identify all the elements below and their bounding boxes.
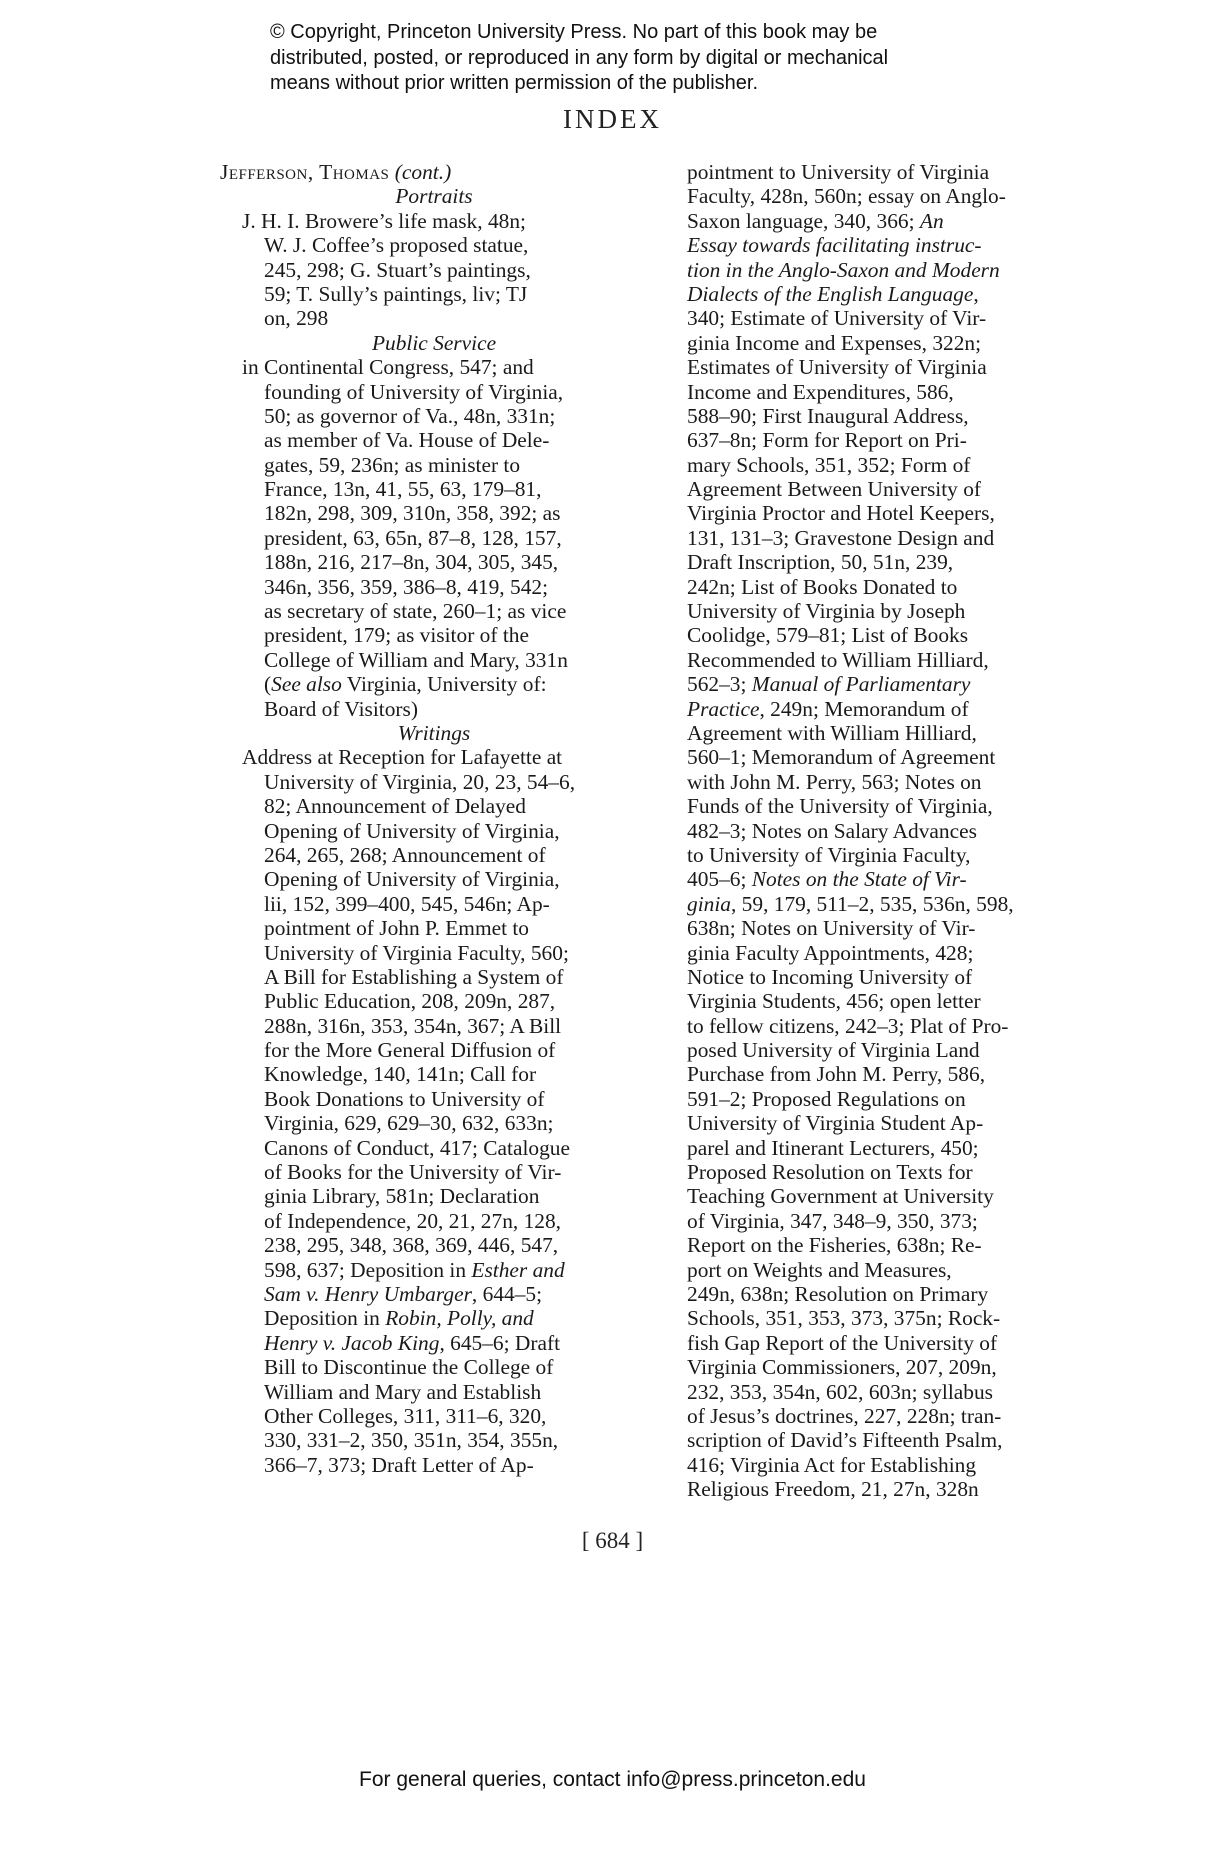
index-line: Estimates of University of Virginia xyxy=(687,355,987,380)
index-line: 637–8n; Form for Report on Pri- xyxy=(687,428,967,453)
index-line: 82; Announcement of Delayed xyxy=(264,794,526,819)
subheading-portraits: Portraits xyxy=(395,184,473,209)
index-line: Canons of Conduct, 417; Catalogue xyxy=(264,1135,570,1160)
index-line: of Independence, 20, 21, 27n, 128, xyxy=(264,1208,562,1233)
index-line: Henry v. Jacob King, 645–6; Draft xyxy=(264,1330,561,1355)
index-line: 366–7, 373; Draft Letter of Ap- xyxy=(264,1452,534,1477)
index-line: president, 63, 65n, 87–8, 128, 157, xyxy=(264,525,562,550)
index-line: 591–2; Proposed Regulations on xyxy=(687,1086,966,1111)
index-line: Virginia Proctor and Hotel Keepers, xyxy=(687,501,995,526)
index-line: Virginia Commissioners, 207, 209n, xyxy=(687,1355,997,1380)
copyright-line: distributed, posted, or reproduced in any form by digital or mechanical xyxy=(270,46,889,69)
index-entry-heading xyxy=(220,160,628,184)
index-line: J. H. I. Browere’s life mask, 48n; xyxy=(242,208,526,233)
index-line: University of Virginia, 20, 23, 54–6, xyxy=(264,769,576,794)
index-line: Saxon language, 340, 366; An xyxy=(687,208,944,233)
index-line: 245, 298; G. Stuart’s paintings, xyxy=(264,257,531,282)
index-line: Bill to Discontinue the College of xyxy=(264,1355,554,1380)
index-line: pointment to University of Virginia xyxy=(687,160,990,184)
public-service-block xyxy=(220,355,628,721)
entry-cont: (cont.) xyxy=(394,160,452,184)
index-line: Purchase from John M. Perry, 586, xyxy=(687,1062,986,1087)
index-line: Book Donations to University of xyxy=(264,1086,545,1111)
index-line: gates, 59, 236n; as minister to xyxy=(264,452,521,477)
index-line: University of Virginia Student Ap- xyxy=(687,1111,984,1136)
footer-contact: For general queries, contact info@press.princeton.edu xyxy=(359,1768,866,1791)
index-line: Teaching Government at University xyxy=(687,1184,994,1209)
index-line: scription of David’s Fifteenth Psalm, xyxy=(687,1428,1003,1453)
index-line: 188n, 216, 217–8n, 304, 305, 345, xyxy=(264,550,559,575)
index-line: Recommended to William Hilliard, xyxy=(687,647,989,672)
index-line: Sam v. Henry Umbarger, 644–5; xyxy=(264,1281,543,1306)
index-line: 50; as governor of Va., 48n, 331n; xyxy=(264,403,556,428)
index-line: Notice to Incoming University of xyxy=(687,964,973,989)
index-line: as member of Va. House of Dele- xyxy=(264,428,550,453)
index-line: Virginia Students, 456; open letter xyxy=(687,989,981,1014)
index-line: 249n, 638n; Resolution on Primary xyxy=(687,1281,989,1306)
index-line: port on Weights and Measures, xyxy=(687,1257,952,1282)
index-line: W. J. Coffee’s proposed statue, xyxy=(264,233,529,258)
index-line: posed University of Virginia Land xyxy=(687,1038,980,1063)
index-line: 242n; List of Books Donated to xyxy=(687,574,958,599)
index-line: William and Mary and Establish xyxy=(264,1379,542,1404)
index-line: ginia Library, 581n; Declaration xyxy=(264,1184,540,1209)
index-line: 588–90; First Inaugural Address, xyxy=(687,403,969,428)
index-line: on, 298 xyxy=(264,306,329,331)
index-line: 638n; Notes on University of Vir- xyxy=(687,916,976,941)
index-line: (See also Virginia, University of: xyxy=(264,672,547,697)
index-line: fish Gap Report of the University of xyxy=(687,1330,998,1355)
index-line: mary Schools, 351, 352; Form of xyxy=(687,452,971,477)
subheading-public-service: Public Service xyxy=(371,330,497,355)
index-line: Dialects of the English Language, xyxy=(687,281,979,306)
index-line: University of Virginia Faculty, 560; xyxy=(264,940,569,965)
index-line: ginia Income and Expenses, 322n; xyxy=(687,330,982,355)
index-line: College of William and Mary, 331n xyxy=(264,647,568,672)
index-line: 232, 353, 354n, 602, 603n; syllabus xyxy=(687,1379,994,1404)
index-line: in Continental Congress, 547; and xyxy=(242,355,534,380)
running-head: INDEX xyxy=(563,104,662,134)
index-line: founding of University of Virginia, xyxy=(264,379,564,404)
index-line: 405–6; Notes on the State of Vir- xyxy=(687,867,967,892)
index-line: lii, 152, 399–400, 545, 546n; Ap- xyxy=(264,891,550,916)
index-line: Deposition in Robin, Polly, and xyxy=(264,1306,534,1331)
index-line: Agreement with William Hilliard, xyxy=(687,720,977,745)
index-line: University of Virginia by Joseph xyxy=(687,599,966,624)
index-line: 238, 295, 348, 368, 369, 446, 547, xyxy=(264,1233,559,1258)
index-line: Income and Expenditures, 586, xyxy=(687,379,954,404)
index-line: 346n, 356, 359, 386–8, 419, 542; xyxy=(264,574,549,599)
index-column-left xyxy=(220,160,628,1477)
copyright-line: © Copyright, Princeton University Press. No part of this book may be xyxy=(270,21,878,43)
index-line: Board of Visitors) xyxy=(264,696,418,721)
index-line: 340; Estimate of University of Vir- xyxy=(687,306,987,331)
copyright-line: means without prior written permission of the publisher. xyxy=(270,72,759,94)
index-line: 598, 637; Deposition in Esther and xyxy=(264,1257,565,1282)
index-line: Opening of University of Virginia, xyxy=(264,818,560,843)
index-line: Practice, 249n; Memorandum of xyxy=(687,696,969,721)
index-line: A Bill for Establishing a System of xyxy=(264,964,564,989)
index-line: for the More General Diffusion of xyxy=(264,1038,556,1063)
index-line: Proposed Resolution on Texts for xyxy=(687,1160,973,1185)
index-line: Report on the Fisheries, 638n; Re- xyxy=(687,1233,982,1258)
index-line: of Books for the University of Vir- xyxy=(264,1160,562,1185)
writings-block xyxy=(220,745,628,1477)
index-line: ginia Faculty Appointments, 428; xyxy=(687,940,974,965)
index-line: Schools, 351, 353, 373, 375n; Rock- xyxy=(687,1306,1001,1331)
index-line: 131, 131–3; Gravestone Design and xyxy=(687,525,995,550)
index-column-right xyxy=(687,160,1043,1501)
index-line: Public Education, 208, 209n, 287, xyxy=(264,989,556,1014)
index-line: Knowledge, 140, 141n; Call for xyxy=(264,1062,537,1087)
index-line: 59; T. Sully’s paintings, liv; TJ xyxy=(264,281,528,306)
index-line: France, 13n, 41, 55, 63, 179–81, xyxy=(264,477,542,502)
page-number: [ 684 ] xyxy=(581,1528,644,1553)
portraits-block xyxy=(220,209,628,331)
index-line: Religious Freedom, 21, 27n, 328n xyxy=(687,1477,979,1502)
index-line: 288n, 316n, 353, 354n, 367; A Bill xyxy=(264,1013,562,1038)
index-line: as secretary of state, 260–1; as vice xyxy=(264,599,567,624)
index-line: 482–3; Notes on Salary Advances xyxy=(687,818,977,843)
index-line: Virginia, 629, 629–30, 632, 633n; xyxy=(264,1111,554,1136)
copyright-notice xyxy=(270,20,1030,97)
index-line: tion in the Anglo-Saxon and Modern xyxy=(687,257,1000,282)
index-line: Coolidge, 579–81; List of Books xyxy=(687,623,969,648)
index-line: Other Colleges, 311, 311–6, 320, xyxy=(264,1403,547,1428)
index-line: 560–1; Memorandum of Agreement xyxy=(687,745,996,770)
index-line: Draft Inscription, 50, 51n, 239, xyxy=(687,550,954,575)
index-line: 330, 331–2, 350, 351n, 354, 355n, xyxy=(264,1428,559,1453)
index-line: Agreement Between University of xyxy=(687,477,982,502)
index-line: of Virginia, 347, 348–9, 350, 373; xyxy=(687,1208,978,1233)
index-line: Essay towards facilitating instruc- xyxy=(687,233,982,258)
index-line: 264, 265, 268; Announcement of xyxy=(264,842,546,867)
index-line: parel and Itinerant Lecturers, 450; xyxy=(687,1135,979,1160)
index-line: pointment of John P. Emmet to xyxy=(264,916,530,941)
index-line: president, 179; as visitor of the xyxy=(264,623,529,648)
entry-name: Jefferson, Thomas xyxy=(220,160,390,184)
index-line: to University of Virginia Faculty, xyxy=(687,842,971,867)
index-line: 562–3; Manual of Parliamentary xyxy=(687,672,971,697)
index-line: Opening of University of Virginia, xyxy=(264,867,560,892)
index-line: Faculty, 428n, 560n; essay on Anglo- xyxy=(687,184,1006,209)
index-line: to fellow citizens, 242–3; Plat of Pro- xyxy=(687,1013,1009,1038)
index-line: Funds of the University of Virginia, xyxy=(687,794,993,819)
index-line: Address at Reception for Lafayette at xyxy=(242,745,563,770)
index-line: 416; Virginia Act for Establishing xyxy=(687,1452,977,1477)
index-line: of Jesus’s doctrines, 227, 228n; tran- xyxy=(687,1403,1002,1428)
index-line: 182n, 298, 309, 310n, 358, 392; as xyxy=(264,501,561,526)
index-line: ginia, 59, 179, 511–2, 535, 536n, 598, xyxy=(687,891,1014,916)
subheading-writings: Writings xyxy=(397,720,471,745)
index-line: with John M. Perry, 563; Notes on xyxy=(687,769,982,794)
